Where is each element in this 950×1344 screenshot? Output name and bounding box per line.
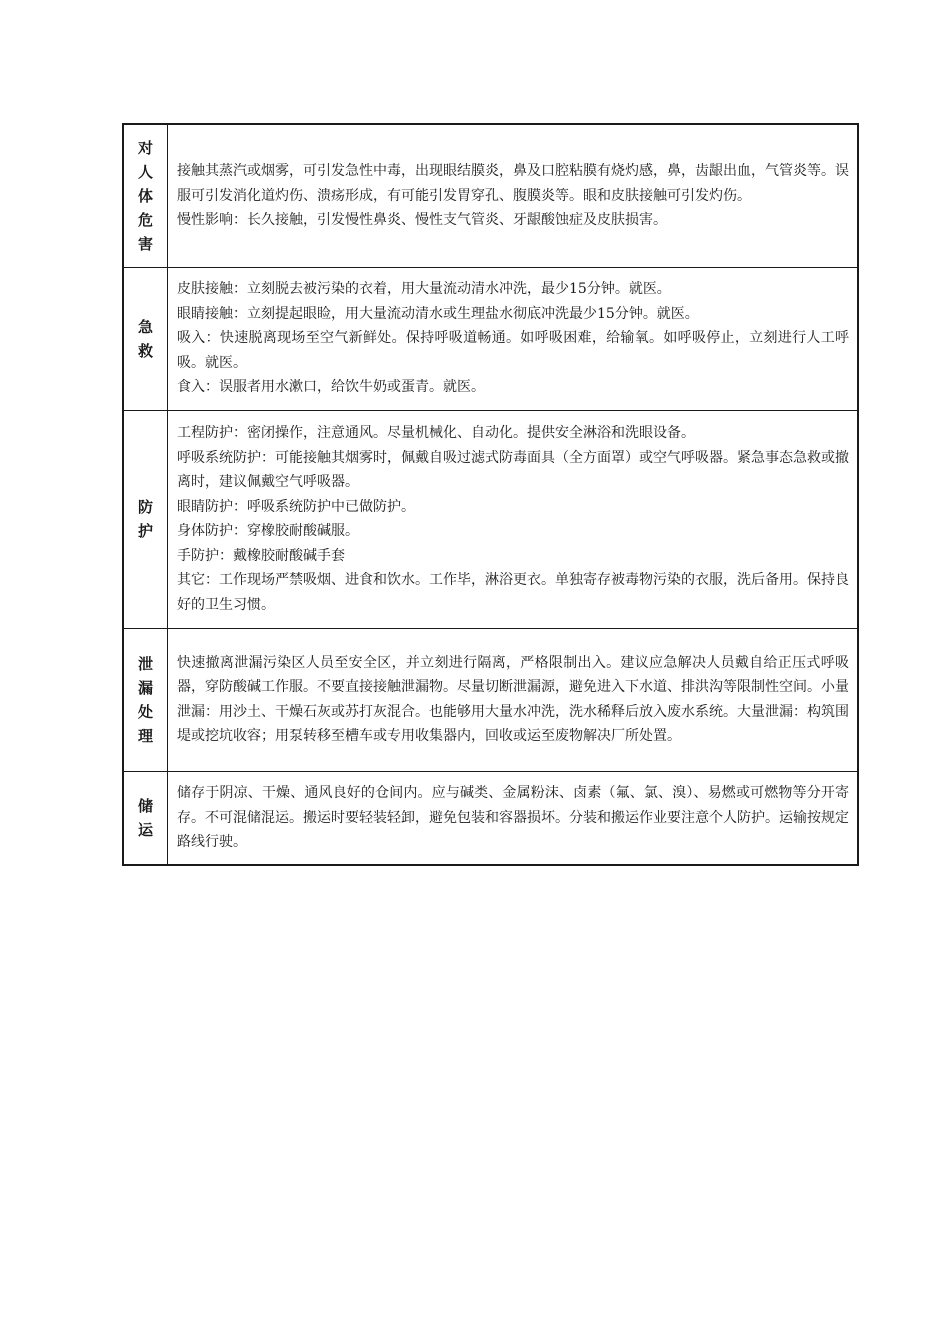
- header-char: 人: [137, 162, 153, 181]
- paragraph: 身体防护：穿橡胶耐酸碱服。: [177, 523, 359, 539]
- paragraph: 食入：误服者用水漱口，给饮牛奶或蛋青。就医。: [177, 379, 485, 396]
- content-storage-transport: [168, 771, 859, 865]
- header-char: 运: [137, 820, 153, 839]
- header-char: 害: [137, 234, 153, 253]
- paragraph: 工程防护：密闭操作，注意通风。尽量机械化、自动化。提供安全淋浴和洗眼设备。: [177, 425, 695, 441]
- paragraph: 接触其蒸汽或烟雾，可引发急性中毒，出现眼结膜炎，鼻及口腔粘膜有烧灼感，鼻，齿龈出血，气管炎等。误服可引发消化道灼伤、溃疡形成，有可能引发胃穿孔、腹膜炎等。眼和皮肤接触可引发灼伤。: [177, 163, 849, 204]
- header-char: 处: [137, 702, 153, 721]
- paragraph: 储存于阴凉、干燥、通风良好的仓间内。应与碱类、金属粉沫、卤素（氟、氯、溴）、易燃或可燃物等分开寄存。不可混储混运。搬运时要轻装轻卸，避免包装和容器损坏。分装和搬运作业要注意个人防护。运输按规定路线行驶。: [177, 785, 849, 850]
- table-row-health-hazard: [123, 124, 858, 267]
- content-first-aid: [168, 267, 859, 410]
- row-header-storage-transport: [123, 771, 168, 865]
- header-char: 危: [137, 210, 153, 229]
- content-health-hazard: [168, 124, 859, 267]
- header-char: 防: [137, 498, 153, 516]
- header-char: 救: [137, 341, 153, 360]
- header-char: 对: [137, 138, 153, 157]
- table-row-storage-transport: [123, 771, 858, 865]
- header-char: 急: [137, 317, 153, 336]
- row-header-first-aid: [123, 267, 168, 410]
- paragraph: 皮肤接触：立刻脱去被污染的衣着，用大量流动清水冲洗，最少15分钟。就医。: [177, 281, 671, 298]
- paragraph: 眼睛接触：立刻提起眼睑，用大量流动清水或生理盐水彻底冲洗最少15分钟。就医。: [177, 305, 699, 322]
- row-header-health-hazard: [123, 124, 168, 267]
- row-header-protection: [123, 410, 168, 628]
- header-char: 漏: [137, 678, 153, 697]
- paragraph: 快速撤离泄漏污染区人员至安全区，并立刻进行隔离，严格限制出入。建议应急解决人员戴自给正压式呼吸器，穿防酸碱工作服。不要直接接触泄漏物。尽量切断泄漏源，避免进入下水道、排洪沟等限制性空间。小量泄漏：用沙土、干燥石灰或苏打灰混合。也能够用大量水冲洗，洗水稀释后放入废水系统。大量泄漏：构筑围堤或挖坑收容；用泵转移至槽车或专用收集器内，回收或运至废物解决厂所处置。: [177, 654, 849, 744]
- paragraph: 呼吸系统防护：可能接触其烟雾时，佩戴自吸过滤式防毒面具（全方面罩）或空气呼吸器。紧急事态急救或撤离时，建议佩戴空气呼吸器。: [177, 449, 849, 490]
- table-row-protection: [123, 410, 858, 628]
- safety-info-table: [122, 123, 859, 866]
- paragraph: 手防护：戴橡胶耐酸碱手套: [177, 547, 345, 564]
- paragraph: 吸入：快速脱离现场至空气新鲜处。保持呼吸道畅通。如呼吸困难，给输氧。如呼吸停止，立刻进行人工呼吸。就医。: [177, 330, 849, 371]
- paragraph: 眼睛防护：呼吸系统防护中已做防护。: [177, 498, 415, 515]
- header-char: 储: [137, 796, 153, 815]
- content-leak-handling: [168, 628, 859, 771]
- header-char: 泄: [137, 654, 153, 673]
- row-header-leak-handling: [123, 628, 168, 771]
- table-row-leak-handling: [123, 628, 858, 771]
- header-char: 体: [137, 186, 153, 205]
- content-protection: [168, 410, 859, 628]
- paragraph: 其它：工作现场严禁吸烟、进食和饮水。工作毕，淋浴更衣。单独寄存被毒物污染的衣服，洗后备用。保持良好的卫生习惯。: [177, 572, 849, 613]
- header-char: 护: [137, 522, 153, 540]
- paragraph: 慢性影响：长久接触，引发慢性鼻炎、慢性支气管炎、牙龈酸蚀症及皮肤损害。: [177, 212, 667, 228]
- table-row-first-aid: [123, 267, 858, 410]
- header-char: 理: [137, 726, 153, 745]
